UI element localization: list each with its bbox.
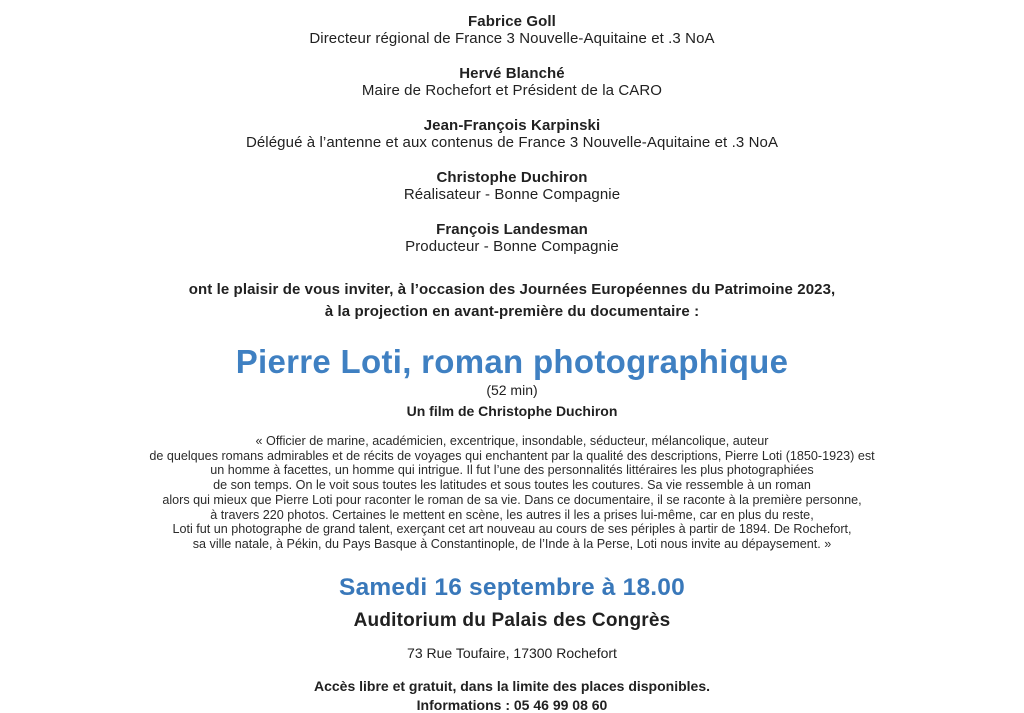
credit-block [0,169,1024,203]
film-title: Pierre Loti, roman photographique [235,343,789,380]
synopsis-line: un homme à facettes, un homme qui intrigue. Il fut l’une des personnalités littéraires les plus photographiées [210,463,814,478]
synopsis-line: à travers 220 photos. Certaines le mettent en scène, les autres il les a prises lui-même, car en plus du reste, [210,507,814,522]
credits-section [0,13,1024,255]
synopsis-line: Loti fut un photographe de grand talent, exerçant cet art nouveau au cours de ses périples à partir de 1894. De Rochefort, [172,522,852,537]
credit-name: Christophe Duchiron [436,169,588,186]
credit-block [0,221,1024,255]
credit-role: Maire de Rochefort et Président de la CARO [361,82,663,99]
event-info-phone: Informations : 05 46 99 08 60 [416,696,608,713]
synopsis-line: sa ville natale, à Pékin, du Pays Basque à Constantinople, de l’Inde à la Perse, Loti nous invite au dépaysement. » [192,536,832,551]
invitation-line-2: à la projection en avant-première du documentaire : [324,303,700,320]
credit-role: Réalisateur - Bonne Compagnie [403,186,621,203]
film-duration: (52 min) [486,382,538,398]
synopsis-text [0,434,1024,552]
credit-role: Directeur régional de France 3 Nouvelle-Aquitaine et .3 NoA [309,30,715,47]
event-details [0,574,1024,713]
event-access-note: Accès libre et gratuit, dans la limite des places disponibles. [313,677,711,694]
synopsis-line: alors qui mieux que Pierre Loti pour raconter le roman de sa vie. Dans ce documentaire, il se raconte à la première personne, [162,492,862,507]
credit-name: Hervé Blanché [459,65,565,82]
credit-block [0,13,1024,47]
credit-name: François Landesman [436,221,588,238]
event-datetime: Samedi 16 septembre à 18.00 [339,573,685,601]
credit-role: Délégué à l’antenne et aux contenus de France 3 Nouvelle-Aquitaine et .3 NoA [245,134,779,151]
credit-name: Jean-François Karpinski [423,117,601,134]
credit-name: Fabrice Goll [468,13,556,30]
synopsis-line: « Officier de marine, académicien, excentrique, insondable, séducteur, mélancolique, auteur [255,434,769,448]
credit-role: Producteur - Bonne Compagnie [405,238,619,255]
film-byline: Un film de Christophe Duchiron [406,403,618,419]
event-venue: Auditorium du Palais des Congrès [353,609,671,631]
invitation-line-1: ont le plaisir de vous inviter, à l’occasion des Journées Européennes du Patrimoine 2023, [188,281,836,298]
synopsis-line: de son temps. On le voit sous toutes les latitudes et sous toutes les coutures. Sa vie ressemble à un roman [213,478,811,493]
event-address: 73 Rue Toufaire, 17300 Rochefort [407,644,617,661]
credit-block [0,117,1024,151]
invitation-text [0,279,1024,323]
credit-block [0,65,1024,99]
synopsis-line: de quelques romans admirables et de récits de voyages qui enchantent par la qualité des descriptions, Pierre Loti (1850-1923) est [149,448,875,463]
